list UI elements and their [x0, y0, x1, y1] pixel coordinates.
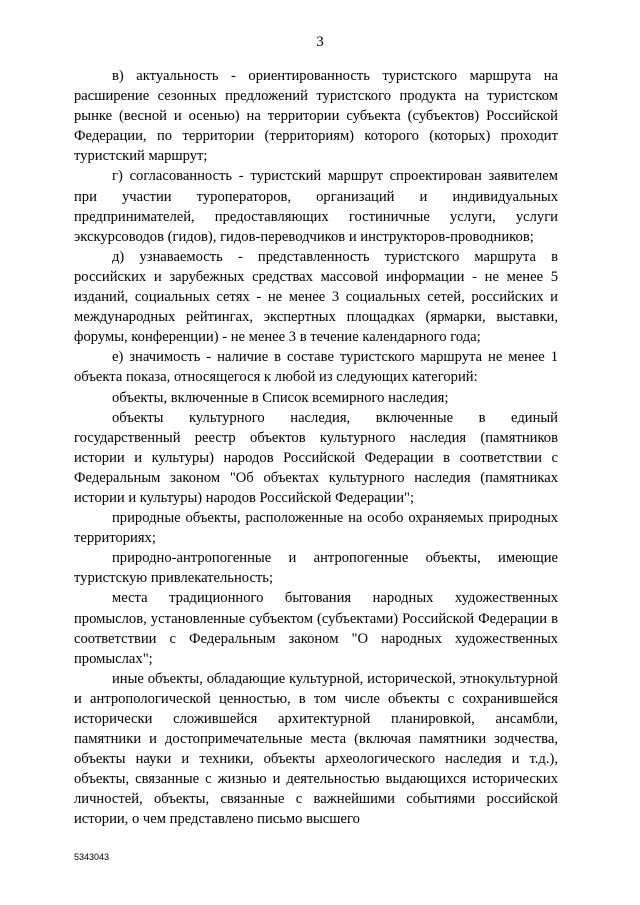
paragraph-recognizability: д) узнаваемость - представленность туристского маршрута в российских и зарубежных средствах массовой информации - не менее 5 изданий, социальных сетях - не менее 3 социальных сетей, российских и международных рейтингах, экспертных площадках (ярмарки, выставки, форумы, конференции) - не менее 3 в течение календарного года;: [74, 248, 558, 346]
list-item-folk-crafts: места традиционного бытования народных художественных промыслов, установленные субъектом (субъектами) Российской Федерации в соответствии с Федеральным законом "О народных художественных промыслах";: [74, 590, 558, 667]
list-item-world-heritage: объекты, включенные в Список всемирного наследия;: [112, 389, 449, 406]
document-body: [74, 66, 558, 830]
list-item-cultural-heritage: объекты культурного наследия, включенные в единый государственный реестр объектов культурного наследия (памятников истории и культуры) народов Российской Федерации в соответствии с Федеральным законом "Об объектах культурного наследия (памятниках истории и культуры) народов Российской Федерации";: [74, 409, 558, 506]
document-code: 5343043: [74, 852, 110, 862]
list-item-anthropogenic-objects: природно-антропогенные и антропогенные объекты, имеющие туристскую привлекательность;: [74, 550, 558, 587]
paragraph-significance: е) значимость - наличие в составе туристского маршрута не менее 1 объекта показа, относящегося к любой из следующих категорий:: [74, 349, 558, 386]
paragraph-coordination: г) согласованность - туристский маршрут спроектирован заявителем при участии туроператоров, организаций и индивидуальных предпринимателей, предоставляющих гостиничные услуги, услуги экскурсоводов (гидов), гидов-переводчиков и инструкторов-проводников;: [74, 168, 558, 245]
list-item-natural-objects: природные объекты, расположенные на особо охраняемых природных территориях;: [74, 510, 558, 547]
list-item-other-objects: иные объекты, обладающие культурной, исторической, этнокультурной и антропологической ценностью, в том числе объекты с сохранившейся исторически сложившейся архитектурной планировкой, ансамбли, памятники и достопримечательные места (включая памятники зодчества, объекты науки и техники, объекты археологического наследия и т.д.), объекты, связанные с жизнью и деятельностью выдающихся исторических личностей, объекты, связанные с важнейшими событиями российской истории, о чем представлено письмо высшего: [74, 670, 558, 828]
page-number: 3: [316, 34, 324, 50]
paragraph-relevance: в) актуальность - ориентированность туристского маршрута на расширение сезонных предложений туристского продукта на туристском рынке (весной и осенью) на территории субъекта (субъектов) Российской Федерации, по территории (территориям) которого (которых) проходит туристский маршрут;: [74, 68, 558, 165]
